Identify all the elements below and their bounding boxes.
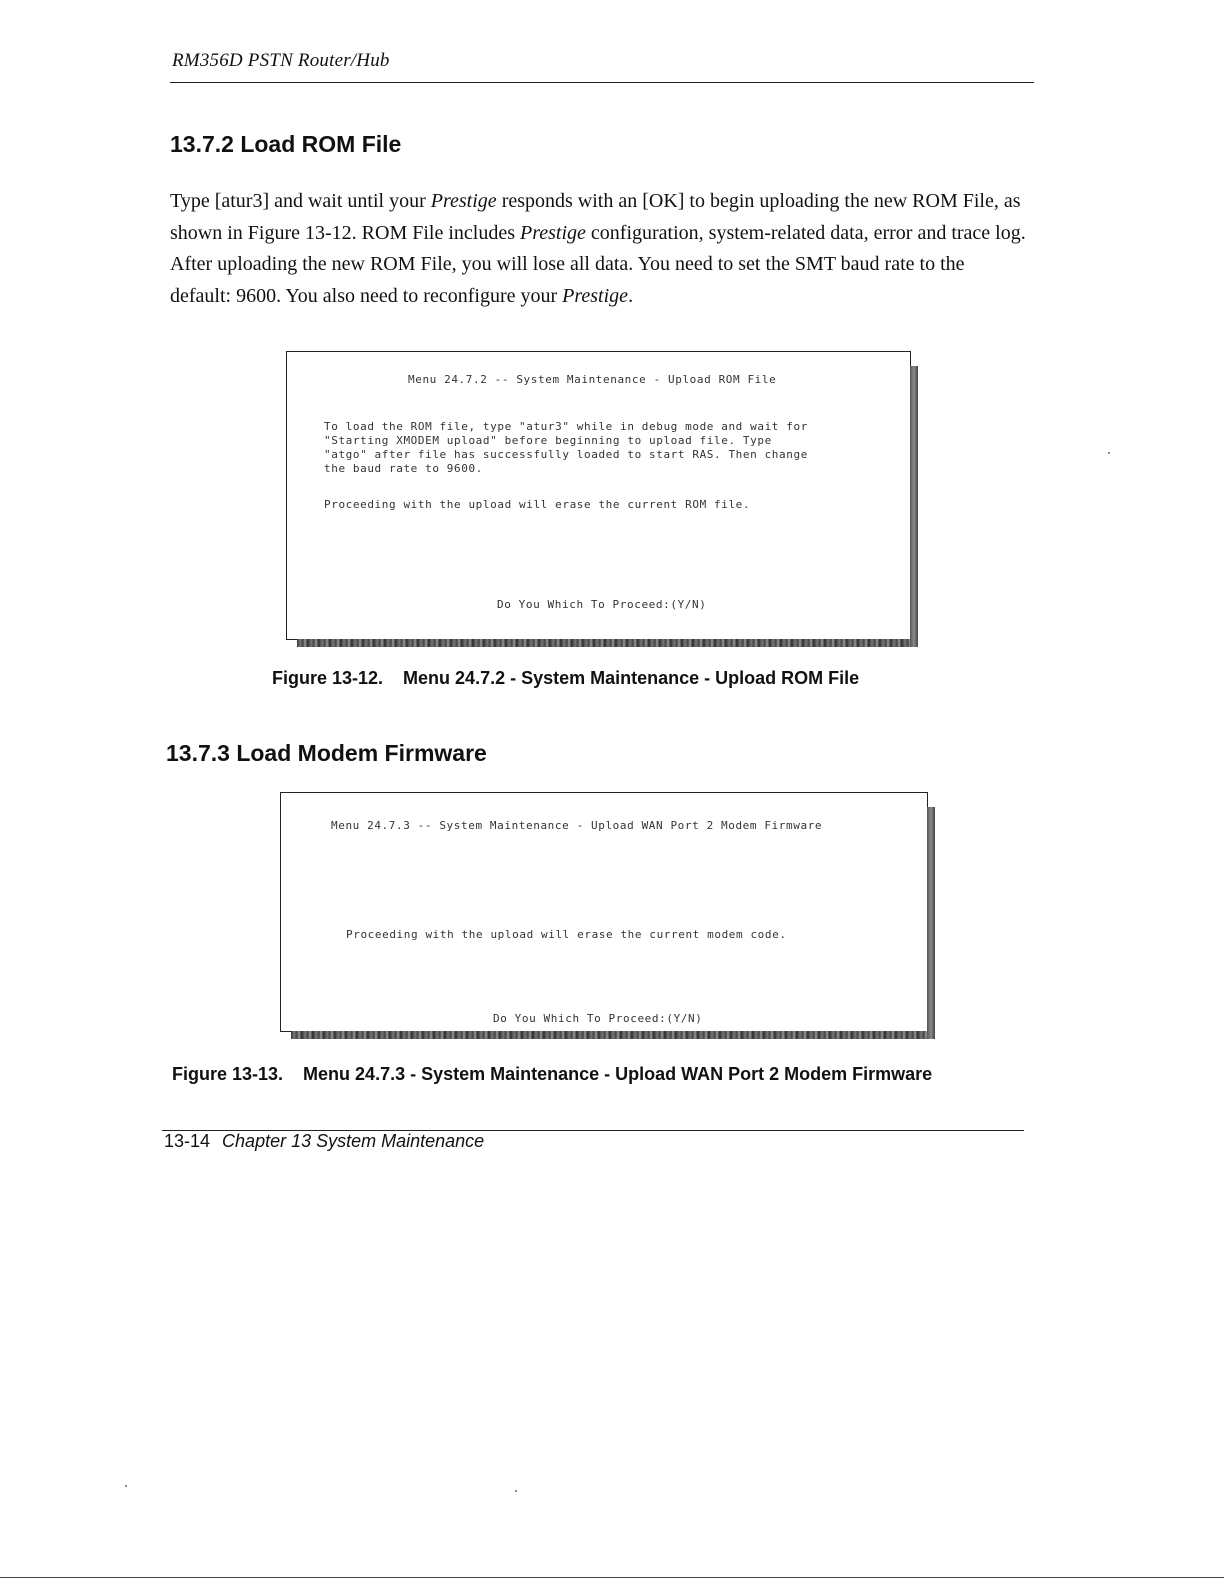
instruction-line: "Starting XMODEM upload" before beginning to upload file. Type (324, 434, 772, 447)
menu-title: Menu 24.7.2 -- System Maintenance - Upload ROM File (408, 373, 777, 386)
scan-speck (515, 1490, 517, 1492)
body-text-part: Type [atur3] and wait until your (170, 190, 431, 212)
screen-shadow-right (927, 807, 935, 1039)
product-name: Prestige (562, 284, 629, 307)
figure-caption: Figure 13-12. Menu 24.7.2 - System Maintenance - Upload ROM File (272, 668, 860, 688)
scan-edge-line (0, 1577, 1224, 1578)
scan-speck (125, 1485, 127, 1487)
body-text-part: responds with an [OK] to begin uploading the new ROM File, as shown in Figure 13-12. ROM File includes (170, 190, 1021, 244)
proceed-prompt: Do You Which To Proceed:(Y/N) (497, 598, 707, 611)
product-name: Prestige (430, 190, 497, 212)
instruction-line: To load the ROM file, type "atur3" while in debug mode and wait for (324, 420, 808, 433)
screen-shadow-right (910, 366, 918, 647)
terminal-screen-upload-rom (286, 351, 911, 640)
instruction-line: the baud rate to 9600. (324, 462, 483, 475)
body-text-part: . (628, 284, 634, 307)
section-heading-load-rom-file: 13.7.2 Load ROM File (170, 131, 402, 157)
warning-line: Proceeding with the upload will erase the current modem code. (346, 928, 787, 941)
warning-line: Proceeding with the upload will erase the current ROM file. (324, 498, 751, 511)
header-rule (170, 82, 1034, 83)
menu-title: Menu 24.7.3 -- System Maintenance - Upload WAN Port 2 Modem Firmware (331, 819, 823, 832)
page-number: 13-14 (164, 1131, 211, 1151)
body-text-part: configuration, system-related data, error and trace log. After uploading the new ROM File, you will lose all data. You need to set the SMT baud rate to the default: 9600. You also need to reconfigure your (170, 221, 1026, 307)
section-body-text (170, 186, 1030, 312)
chapter-title: Chapter 13 System Maintenance (222, 1131, 485, 1151)
terminal-screen-upload-modem (280, 792, 928, 1032)
scan-speck (1108, 452, 1110, 454)
screen-shadow-bottom (297, 639, 910, 647)
proceed-prompt: Do You Which To Proceed:(Y/N) (493, 1012, 703, 1025)
section-heading-load-modem-firmware: 13.7.3 Load Modem Firmware (166, 740, 487, 766)
figure-caption: Figure 13-13. Menu 24.7.3 - System Maintenance - Upload WAN Port 2 Modem Firmware (172, 1064, 933, 1084)
page-footer (164, 1131, 484, 1152)
running-header: RM356D PSTN Router/Hub (172, 50, 390, 71)
product-name: Prestige (520, 221, 586, 244)
screen-shadow-bottom (291, 1031, 927, 1039)
instruction-line: "atgo" after file has successfully loaded to start RAS. Then change (324, 448, 808, 461)
